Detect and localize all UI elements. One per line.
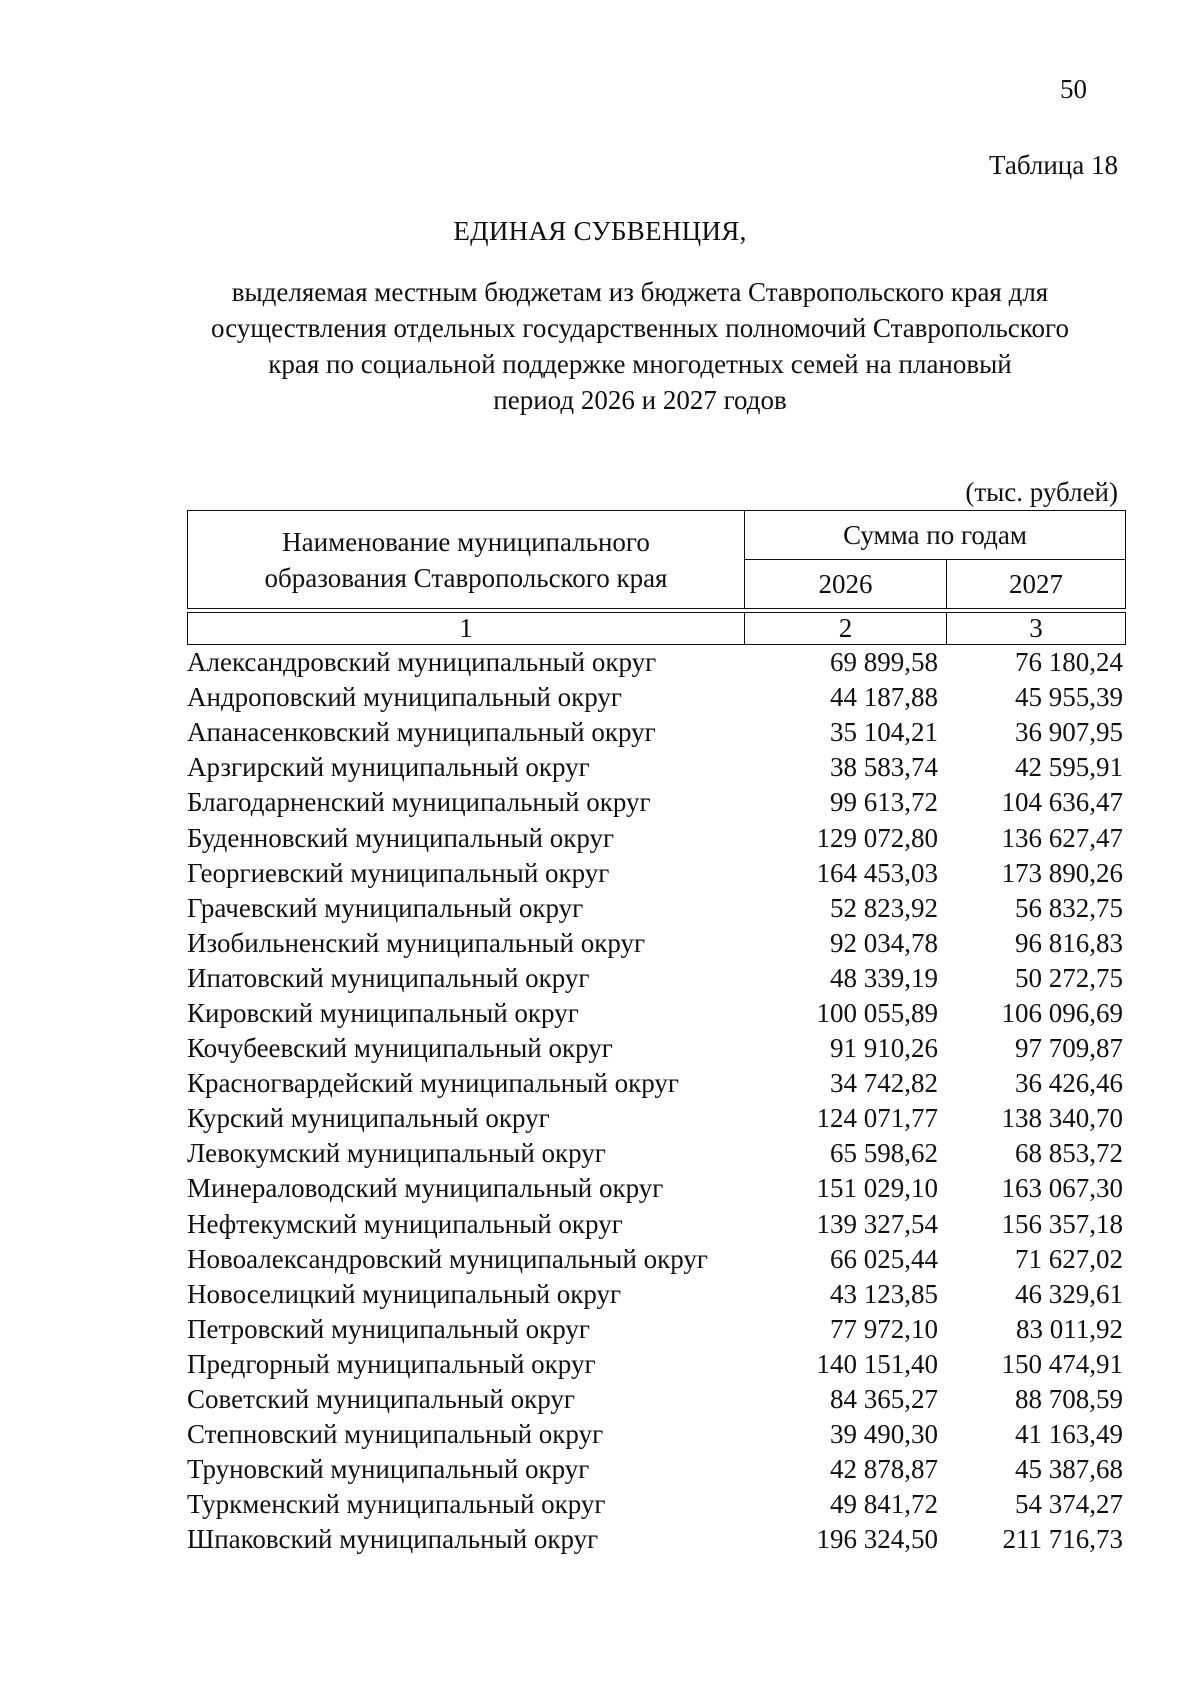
- amount-2026: 69 899,58: [830, 647, 938, 678]
- document-subtitle: [160, 274, 1120, 418]
- amount-2027: 41 163,49: [1015, 1419, 1123, 1450]
- table-row: [187, 891, 1123, 926]
- municipality-name: Изобильненский муниципальный округ: [187, 927, 646, 958]
- amount-2026: 44 187,88: [830, 682, 938, 713]
- amount-2027: 150 474,91: [1001, 1348, 1123, 1379]
- table-row: [187, 1066, 1123, 1101]
- column-header-name: [188, 511, 745, 609]
- municipality-name: Минераловодский муниципальный округ: [187, 1173, 664, 1204]
- table-row: [187, 1312, 1123, 1347]
- column-header-name-line2: образования Ставропольского края: [264, 562, 668, 593]
- table-row: [187, 1242, 1123, 1277]
- amount-2026: 66 025,44: [830, 1243, 938, 1274]
- municipality-name: Предгорный муниципальный округ: [187, 1348, 596, 1379]
- amount-2027: 45 955,39: [1015, 682, 1123, 713]
- table-row: [187, 1417, 1123, 1452]
- amount-2027: 104 636,47: [1001, 787, 1123, 818]
- units-label: (тыс. рублей): [965, 477, 1118, 507]
- amount-2026: 43 123,85: [830, 1278, 938, 1309]
- amount-2027: 83 011,92: [1016, 1313, 1123, 1344]
- amount-2027: 71 627,02: [1015, 1243, 1123, 1274]
- municipality-name: Курский муниципальный округ: [187, 1103, 550, 1134]
- table-row: [187, 1171, 1123, 1206]
- amount-2026: 129 072,80: [816, 822, 938, 853]
- table-row: [187, 715, 1123, 750]
- amount-2027: 56 832,75: [1015, 892, 1123, 923]
- table-row: [187, 645, 1123, 680]
- table-row: [187, 1347, 1123, 1382]
- municipality-name: Советский муниципальный округ: [187, 1384, 575, 1415]
- table-row: [187, 1452, 1123, 1487]
- municipality-name: Апанасенковский муниципальный округ: [187, 717, 656, 748]
- amount-2027: 173 890,26: [1001, 857, 1123, 888]
- subtitle-line: период 2026 и 2027 годов: [493, 385, 787, 415]
- municipality-name: Благодарненский муниципальный округ: [187, 787, 651, 818]
- table-row: [187, 1522, 1123, 1557]
- amount-2026: 49 841,72: [830, 1489, 938, 1520]
- table-row: [187, 1382, 1123, 1417]
- subtitle-line: края по социальной поддержке многодетных семей на плановый: [268, 349, 1012, 379]
- amount-2027: 211 716,73: [1002, 1524, 1123, 1555]
- table-row: [187, 1487, 1123, 1522]
- document-title: ЕДИНАЯ СУБВЕНЦИЯ,: [453, 216, 747, 246]
- municipality-name: Ипатовский муниципальный округ: [187, 962, 590, 993]
- table-row: [187, 961, 1123, 996]
- amount-2027: 50 272,75: [1015, 962, 1123, 993]
- column-header-2027: 2027: [947, 560, 1126, 609]
- municipality-name: Труновский муниципальный округ: [187, 1454, 590, 1485]
- amount-2026: 139 327,54: [816, 1208, 938, 1239]
- table-row: [187, 820, 1123, 855]
- amount-2026: 91 910,26: [830, 1033, 938, 1064]
- amount-2026: 65 598,62: [830, 1138, 938, 1169]
- amount-2027: 106 096,69: [1001, 997, 1123, 1028]
- amount-2027: 138 340,70: [1001, 1103, 1123, 1134]
- municipality-name: Кочубеевский муниципальный округ: [187, 1033, 613, 1064]
- table-row: [187, 856, 1123, 891]
- amount-2026: 42 878,87: [830, 1454, 938, 1485]
- amount-2027: 97 709,87: [1015, 1033, 1123, 1064]
- amount-2027: 136 627,47: [1001, 822, 1123, 853]
- municipality-name: Арзгирский муниципальный округ: [187, 752, 590, 783]
- table-row: [187, 680, 1123, 715]
- municipality-name: Буденновский муниципальный округ: [187, 822, 615, 853]
- amount-2026: 100 055,89: [816, 997, 938, 1028]
- table-row: [187, 1031, 1123, 1066]
- subtitle-line: выделяемая местным бюджетам из бюджета Ставропольского края для: [231, 277, 1049, 307]
- amount-2026: 38 583,74: [830, 752, 938, 783]
- amount-2027: 45 387,68: [1015, 1454, 1123, 1485]
- municipality-name: Грачевский муниципальный округ: [187, 892, 584, 923]
- amount-2027: 68 853,72: [1015, 1138, 1123, 1169]
- municipality-name: Красногвардейский муниципальный округ: [187, 1068, 679, 1099]
- table-row: [187, 785, 1123, 820]
- amount-2026: 124 071,77: [816, 1103, 938, 1134]
- table-row: [187, 1207, 1123, 1242]
- amount-2026: 140 151,40: [816, 1348, 938, 1379]
- page-number: 50: [1060, 74, 1087, 104]
- amount-2026: 39 490,30: [830, 1419, 938, 1450]
- municipality-name: Новоалександровский муниципальный округ: [187, 1243, 708, 1274]
- amount-2026: 34 742,82: [830, 1068, 938, 1099]
- municipality-name: Георгиевский муниципальный округ: [187, 857, 610, 888]
- table-row: [187, 926, 1123, 961]
- municipality-name: Степновский муниципальный округ: [187, 1419, 604, 1450]
- amount-2026: 196 324,50: [816, 1524, 938, 1555]
- table-body: [187, 645, 1123, 1557]
- municipality-name: Левокумский муниципальный округ: [187, 1138, 606, 1169]
- table-row: [187, 996, 1123, 1031]
- column-header-sum-by-years: Сумма по годам: [745, 511, 1126, 560]
- municipality-name: Шпаковский муниципальный округ: [187, 1524, 599, 1555]
- amount-2027: 54 374,27: [1015, 1489, 1123, 1520]
- column-number-3: 3: [947, 613, 1126, 645]
- amount-2026: 164 453,03: [816, 857, 938, 888]
- column-number-2: 2: [745, 613, 947, 645]
- amount-2026: 92 034,78: [830, 927, 938, 958]
- amount-2026: 151 029,10: [816, 1173, 938, 1204]
- amount-2027: 163 067,30: [1001, 1173, 1123, 1204]
- amount-2027: 36 907,95: [1015, 717, 1123, 748]
- amount-2026: 52 823,92: [830, 892, 938, 923]
- municipality-name: Петровский муниципальный округ: [187, 1313, 590, 1344]
- amount-2026: 48 339,19: [830, 962, 938, 993]
- amount-2026: 35 104,21: [830, 717, 938, 748]
- amount-2027: 156 357,18: [1001, 1208, 1123, 1239]
- municipality-name: Туркменский муниципальный округ: [187, 1489, 606, 1520]
- municipality-name: Андроповский муниципальный округ: [187, 682, 622, 713]
- amount-2027: 96 816,83: [1015, 927, 1123, 958]
- amount-2027: 76 180,24: [1015, 647, 1123, 678]
- subtitle-line: осуществления отдельных государственных полномочий Ставропольского: [211, 313, 1069, 343]
- amount-2027: 88 708,59: [1015, 1384, 1123, 1415]
- table-row: [187, 750, 1123, 785]
- municipality-name: Нефтекумский муниципальный округ: [187, 1208, 623, 1239]
- municipality-name: Новоселицкий муниципальный округ: [187, 1278, 622, 1309]
- table-row: [187, 1277, 1123, 1312]
- table-row: [187, 1136, 1123, 1171]
- amount-2027: 36 426,46: [1015, 1068, 1123, 1099]
- table-header: [187, 510, 1126, 645]
- column-header-name-line1: Наименование муниципального: [282, 526, 650, 557]
- column-number-1: 1: [188, 613, 745, 645]
- table-row: [187, 1101, 1123, 1136]
- amount-2026: 77 972,10: [830, 1313, 938, 1344]
- table-number: Таблица 18: [989, 150, 1118, 180]
- amount-2027: 42 595,91: [1015, 752, 1123, 783]
- municipality-name: Александровский муниципальный округ: [187, 647, 657, 678]
- municipality-name: Кировский муниципальный округ: [187, 997, 579, 1028]
- column-header-2026: 2026: [745, 560, 947, 609]
- amount-2027: 46 329,61: [1015, 1278, 1123, 1309]
- amount-2026: 84 365,27: [830, 1384, 938, 1415]
- amount-2026: 99 613,72: [830, 787, 938, 818]
